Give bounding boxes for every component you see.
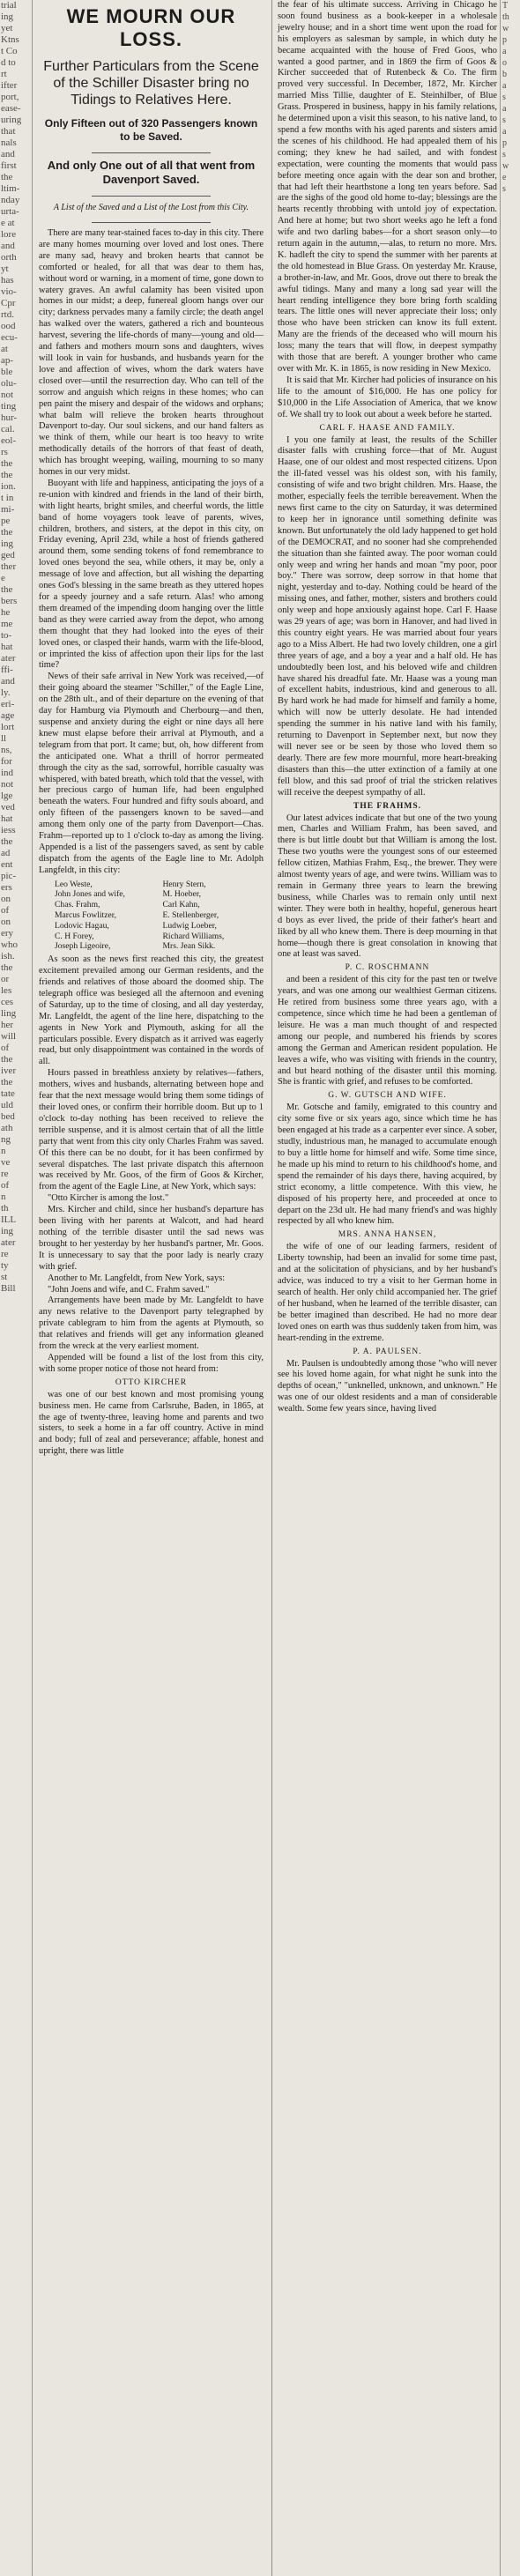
article-column-2	[271, 0, 497, 2576]
fragment-word: ffi-	[1, 664, 13, 675]
fragment-word: and	[1, 149, 15, 160]
fragment-word: ish.	[1, 951, 15, 961]
fragment-word: yet	[1, 23, 13, 33]
deck-3: And only One out of all that went from Davenport Saved.	[47, 159, 256, 186]
section-heading-otto-kircher: OTTO KIRCHER	[115, 1377, 188, 1387]
fragment-word: of	[1, 1043, 10, 1053]
fragment-word: of	[1, 905, 10, 916]
fragment-word: the	[1, 836, 13, 847]
fragment-word: Bill	[1, 1283, 16, 1294]
fragment-word: ion.	[1, 481, 16, 492]
fragment-word: rtd.	[1, 309, 14, 320]
fragment-word: tate	[1, 1088, 15, 1099]
fragment-word: ing	[1, 1226, 14, 1236]
fragment-word: re	[1, 1169, 9, 1179]
passenger-name: Richard Williams,	[162, 931, 225, 941]
fragment-word: ty	[1, 1260, 9, 1271]
fragment-word: the	[1, 1077, 13, 1088]
fragment-word: ll	[1, 733, 7, 744]
article-column-1	[39, 0, 264, 2576]
fragment-word: les	[1, 985, 12, 996]
fragment-word: ged	[1, 550, 15, 560]
fragment-word: not	[1, 779, 14, 790]
fragment-word: the	[1, 458, 13, 469]
fragment-word: a	[502, 127, 507, 137]
fragment-word: iess	[1, 825, 16, 835]
fragment-word: ng	[1, 1134, 11, 1145]
section-heading-gutsch: G. W. GUTSCH AND WIFE.	[328, 1091, 447, 1101]
fragment-word: e at	[1, 218, 15, 228]
fragment-word: pic-	[1, 871, 17, 881]
fragment-word: cal.	[1, 424, 15, 434]
passenger-name: Leo Weste,	[55, 879, 93, 889]
fragment-word: hat	[1, 642, 13, 652]
saved-passenger-list	[55, 880, 264, 953]
fragment-word: ing	[1, 11, 14, 22]
paragraph: Mr. Paulsen is undoubtedly among those "who will never see his loved home again, for what night he sunk into the depths of ocean," "unknelled, unknown, and unknown." He was one of our oldest residents and a man of considerable wealth. Some few years since, having lived	[278, 1358, 497, 1414]
passenger-name: Chas. Frahm,	[55, 900, 100, 910]
right-adjacent-column-fragment	[500, 0, 520, 2576]
section-heading-roschmann: P. C. ROSCHMANN	[345, 963, 430, 973]
fragment-word: olu-	[1, 378, 17, 389]
fragment-word: the	[1, 962, 13, 973]
fragment-word: s	[502, 150, 506, 160]
paragraph: It is said that Mr. Kircher had policies of insurance on his life to the amount of $16,000. He has one policy for $10,000 in the Life Association of America, that we know of. We shall try to look out about a week before he started.	[278, 375, 497, 419]
fragment-word: hat	[1, 813, 13, 824]
fragment-word: ly.	[1, 687, 11, 698]
fragment-word: Cpr	[1, 298, 16, 308]
fragment-word: th	[1, 1203, 9, 1214]
fragment-word: me	[1, 619, 13, 629]
fragment-word: eol-	[1, 435, 17, 446]
fragment-word: s	[502, 115, 506, 125]
divider-rule	[92, 152, 211, 153]
fragment-word: lort	[1, 722, 15, 732]
paragraph: As soon as the news first reached this city, the greatest excitement prevailed among our German residents, and the friends and relatives of those aboard the doomed ship. The telegraph office was besieged all the afternoon and evening of Saturday, up to the time of closing, and all day yesterday, Mr. Langfeldt, the agent of the line here, dispatching to the agents in New York and Plymouth, asking for all the particulars possible. Every dispatch as it arrived was eagerly read, but only disappointment was contained in the words of all.	[39, 954, 264, 1067]
fragment-word: the	[1, 1054, 13, 1065]
fragment-word: pe	[1, 516, 11, 526]
section-heading-frahms: THE FRAHMS.	[353, 801, 421, 811]
passenger-name: Henry Stern,	[162, 879, 206, 889]
fragment-word: Ktns	[1, 34, 19, 45]
fragment-word: will	[1, 1031, 17, 1042]
fragment-word: he	[1, 607, 11, 618]
fragment-word: and	[1, 241, 15, 251]
fragment-word: uring	[1, 115, 22, 125]
fragment-word: who	[1, 939, 18, 950]
passenger-name: M. Hoeber,	[162, 889, 202, 900]
fragment-word: s	[502, 93, 506, 102]
fragment-word: the	[1, 584, 13, 595]
fragment-word: ble	[1, 367, 13, 377]
fragment-word: a	[502, 104, 507, 114]
fragment-word: and	[1, 676, 15, 687]
fragment-word: ind	[1, 768, 14, 778]
fragment-word: has	[1, 275, 14, 286]
section-heading-paulsen: P. A. PAULSEN.	[353, 1347, 422, 1356]
fragment-word: orth	[1, 252, 17, 263]
fragment-word: p	[502, 35, 507, 45]
fragment-word: st	[1, 1272, 8, 1282]
fragment-word: ILL	[1, 1214, 17, 1225]
fragment-word: to-	[1, 630, 12, 641]
fragment-word: urta-	[1, 206, 19, 217]
fragment-word: lore	[1, 229, 17, 240]
fragment-word: ater	[1, 653, 16, 664]
fragment-word: a	[502, 47, 507, 56]
fragment-word: nday	[1, 195, 20, 205]
fragment-word: rs	[1, 447, 8, 457]
fragment-word: her	[1, 1020, 14, 1030]
paragraph: Mr. Gotsche and family, emigrated to this country and city some five or six years ago, since which time he has been engaged at his trade as a carpenter ever since. A sober, studly, industrious man, he managed to accumulate enough to buy a little home for himself and wife. Some time since, he made up his mind to return to his childhood's home, and spend the remainder of his days there, having acquired, by strict economy, a little competence. With this view, he disposed of his property here, and proceeded at once to depart on the 23d ult. He had many friend's and was highly respected by all who knew him.	[278, 1102, 497, 1227]
fragment-word: ifter	[1, 80, 18, 91]
divider-rule	[92, 222, 211, 223]
fragment-word: bed	[1, 1111, 15, 1122]
fragment-word: ved	[1, 802, 15, 813]
fragment-word: eri-	[1, 699, 15, 709]
fragment-word: ery	[1, 928, 14, 939]
fragment-word: iver	[1, 1065, 17, 1076]
fragment-word: that	[1, 126, 16, 137]
paragraph: Arrangements have been made by Mr. Langfeldt to have any news relative to the Davenport party telegraphed by private cablegram to him from the agents at Plymouth, so that relatives and friends will get any information gleaned from the wreck at the very earliest moment.	[39, 1295, 264, 1352]
paragraph: Appended will be found a list of the lost from this city, with some proper notice of those not heard from:	[39, 1352, 264, 1374]
passenger-name: C. H Forey,	[55, 931, 94, 941]
fragment-word: age	[1, 710, 15, 721]
passenger-name: Carl Kahn,	[162, 900, 200, 910]
fragment-word: ater	[1, 1237, 16, 1248]
fragment-word: at	[1, 344, 8, 354]
fragment-word: a	[502, 81, 507, 91]
fragment-word: ecu-	[1, 332, 18, 343]
paragraph: I you one family at least, the results of the Schiller disaster falls with crushing force—that of Mr. August Haase, one of our oldest and most respected citizens. Upon the ill-fated vessel was his oldest son, with his family, consisting of wife and two bright children. Mrs. Haase, the mother, especially feels the terrible bereavement. When the news first came to the city on Saturday, it was determined to keep her in ignorance until something definite was known. But unfortunately the old lady happened to get hold of the DEMOCRAT, and no sooner had she comprehended the situation than she fainted away. The poor woman could only weep and wring her hands and moan "my poor, poor boy." There was sorrow, deep sorrow in that home that night, yesterday and to-day. Nothing could be heard of the missing ones, and father, mother, sisters and brothers could only weep and hope anxiously against hope. Carl F. Haase was 29 years of age; was born in Hanover, and had lived in this country eight years. He was married about four years ago to a Miss Albert. He had two lovely children, one a girl three years of age, and a boy a year and a half old. He has undoubtedly been lost, and his beloved wife and children have shared his dreadful fate. Mr. Haase was a young man of excellent habits, industrious, kind and generous to all. By hard work he had made for himself and family a home, which will now be utterly desolate. He had intended spending the summer in his native land with his family, returning to Davenport in September next, but now they will never see or be seen by those who loved them so dearly. There are few more mournful, more heart-breaking disasters than this—the utter extinction of a family at one fell blow, and this sad proof of trial the stricken relatives will receive the deepest sympathy of all.	[278, 434, 497, 798]
fragment-word: ling	[1, 1008, 17, 1019]
paragraph: "Otto Kircher is among the lost."	[48, 1193, 169, 1204]
deck-1: Further Particulars from the Scene of the Schiller Disaster bring no Tidings to Relatives Here.	[43, 59, 259, 108]
fragment-word: or	[1, 974, 10, 984]
paragraph: Hours passed in breathless anxiety by relatives—fathers, mothers, wives and husbands, alternating between hope and fear that the next message would bring them some tidings of their loved ones, or confirm their horrible doom. But up to 1 o'clock to-day nothing has been received to relieve the terrible suspense, and it is almost certain that of all the little party that went from this city only Charles Frahm was saved. Of this there can be no doubt, for it has been confirmed by several dispatches. The last private dispatch this afternoon was received by Mr. Goos, of the firm of Goos & Kircher, from the agent of the Eagle Line, at New York, which says:	[39, 1068, 264, 1192]
fragment-word: ns,	[1, 745, 12, 755]
fragment-word: th	[502, 12, 509, 22]
fragment-word: ltim-	[1, 183, 20, 194]
fragment-word: trial	[1, 0, 17, 11]
fragment-word: ad	[1, 848, 11, 858]
paragraph: the fear of his ultimate success. Arriving in Chicago he soon found business as a book-keeper in a wholesale jewelry house; and in a short time went upon the road for his employers as salesman by sample, in which duty he became acquainted with the house of Fred Goos, who wanted a good partner, and in 1869 the firm of Goos & Kircher succeeded that of Rutenbeck & Co. The firm proved very successful. In December, 1872, Mr. Kircher married Miss Tillie, daughter of E. Steinhilber, of Blue Grass. Prospered in business, happy in his family relations, he determined upon a visit this season, to his native land, to spend a few months with his aged parents and sisters amid the scenes of his childhood. He had appealed them of his coming; they knew he had sailed, and with fondest expectation, were counting the moments that would pass before meeting once again with the dear son and brother, that had left their hearthstone a long ten years before. Sad are the sighs of the good old home to-day; blessings are the hearts recently throbbing with untold joy of expectation. And here at home; but two short weeks ago he left a fond wife and two darling babes—for a short season only—to return again in the autumn,—alas, to return no more. Mrs. K. hadleft the city to spend the summer with her parents at the old homestead in Blue Grass. On yesterday Mr. Krause, a brother-in-law, and Mr. Goos, drove out there to break the awful tidings. Many and many a long sad year will the heart rending intelligence they bore bring forth scalding tears. The little ones will never appreciate their loss; only those who have been stricken can know its full extent. Many are the friends of the deceased who will mourn his loss; many the tears that will flow, in deepest sympathy with those that are bereft. A younger brother who came over with Mr. K. in 1865, is now residing in New Mexico.	[278, 0, 497, 374]
fragment-word: ers	[1, 882, 12, 893]
passenger-name: Mrs. Jean Sikk.	[162, 941, 216, 952]
fragment-word: o	[502, 58, 507, 68]
fragment-word: yt	[1, 264, 9, 274]
passenger-name: E. Stellenberger,	[162, 910, 219, 921]
passenger-name: Lodovic Hagau,	[55, 920, 109, 931]
fragment-word: not	[1, 390, 14, 400]
fragment-word: the	[1, 527, 13, 538]
fragment-word: mi-	[1, 504, 15, 515]
paragraph: Another to Mr. Langfeldt, from New York, says:	[48, 1273, 226, 1283]
paragraph: and been a resident of this city for the past ten or twelve years, and was one among our wealthiest German citizens. He retired from business some three years ago, with a competence, since which time he had been a gentleman of leisure. He was a man much thought of and respected among our people, and numbered his friends by scores among the German and American resident population. He leaves a wife, who was visiting with friends in the country, and but heard nothing of the disaster until this morning. She is frantic with grief, and refuses to be comforted.	[278, 975, 497, 1088]
fragment-word: the	[1, 172, 13, 182]
headline: WE MOURN OUR LOSS.	[66, 5, 236, 50]
fragment-word: t in	[1, 493, 14, 503]
fragment-word: bers	[1, 596, 18, 606]
subdeck: A List of the Saved and a List of the Lost from this City.	[53, 203, 249, 212]
fragment-word: ve	[1, 1157, 11, 1168]
fragment-word: ther	[1, 561, 17, 572]
fragment-word: d to	[1, 57, 16, 68]
fragment-word: vio-	[1, 286, 17, 297]
fragment-word: ap-	[1, 355, 14, 366]
fragment-word: lge	[1, 791, 13, 801]
deck-2: Only Fifteen out of 320 Passengers known to be Saved.	[44, 117, 258, 143]
fragment-word: s	[502, 184, 506, 194]
fragment-word: e	[1, 573, 5, 583]
fragment-word: e	[502, 173, 507, 182]
paragraph: "John Joens and wife, and C. Frahm saved."	[48, 1284, 210, 1295]
paragraph: Our latest advices indicate that but one of the two young men, Charles and William Frahm, has been saved, and there is but little doubt but that William is among the lost. These two youths were the youngest sons of our esteemed fellow citizen, Mathias Frahm, Esq., the brewer. They were almost twenty years of age, and were twins. William was to remain in Germany three years to learn the brewing business, while Charles was to remain only until next winter. They were both in healthy, hopeful, generous heart d boys as ever lived, the pride of their father's heart and liked by all who knew them. There is deep mourning in that home—though there is great consolation in knowing that one at least was saved.	[278, 813, 497, 960]
fragment-word: w	[502, 24, 509, 33]
fragment-word: port,	[1, 92, 19, 102]
paragraph: Buoyant with life and happiness, anticipating the joys of a re-union with kindred and friends in the land of their birth, with light hearts, bright smiles, and cheerful words, the little band of home voyagers took leave of parents, wives, children, brothers, and sisters, at the depot in this city, on Friday evening, April 23d, while a host of friends gathered around them, some sending tokens of fond remembrance to loved ones beyond the sea, while others, it may be, only a message of love and affection, but all wishing the departing ones God's blessing in the same breath as they uttered hopes for a speedy journey and a safe return. Alas! who among them dreamed of the impending doom hanging over the little band as they were carried away from the depot, who among them thought that they had looked into the eyes of their loved ones, or clasped their hands, warm with the life-blood, or imprinted the kiss of affection upon their lips for the last time?	[39, 478, 264, 671]
fragment-word: ting	[1, 401, 17, 412]
passenger-name: Marcus Fowlitzer,	[55, 910, 116, 921]
fragment-word: ood	[1, 321, 16, 331]
fragment-word: t Co	[1, 46, 18, 56]
fragment-word: nals	[1, 137, 17, 148]
paragraph: There are many tear-stained faces to-day in this city. There are many homes mourning over loved and lost ones. There are many sad, heavy and broken hearts that cannot be comforted or healed, for all that was dear to them has, without word or warning, in a moment of time, gone down to watery graves. An awful calamity has been visited upon homes in our midst; a deep, funereal gloom hangs over our city; darkness pervades many a family circle; the death angel has walked over the waters, gathered a rich and bounteous harvest, severing the life-chords of many—young and old—and fathers and mothers mourn sons and daughters, wives will look in vain for husbands, and husbands yearn for the love and affection of wives, whom the dark waters have closed over—until the resurrection day. Who can tell of the sorrow and anguish which reigns in these homes; who can pen paint the misery and despair of the widows and orphans; what balm will relieve the broken hearts throughout Davenport to-day. Our soul sickens, and our hand falters as we think of them, while our heart is too heavy to write methodically details of the horrors of that feast of death, which has brought weeping, wailing, mourning to so many homes in our very midst.	[39, 228, 264, 478]
fragment-word: ces	[1, 997, 14, 1007]
fragment-word: p	[502, 138, 507, 148]
paragraph: was one of our best known and most promising young business men. He came from Carlsruhe, Baden, in 1865, at the age of twenty-three, leaving home and parents and two sisters, to seek a home in a far off country. Active in mind and body; full of zeal and perseverance; affable, honest and upright, there was little	[39, 1389, 264, 1457]
section-heading-haase-family: CARL F. HAASE AND FAMILY.	[319, 423, 456, 433]
fragment-word: w	[502, 161, 509, 171]
passenger-name: Joseph Ligeoire,	[55, 941, 111, 952]
section-heading-hansen: MRS. ANNA HANSEN,	[338, 1230, 437, 1240]
passenger-name: John Jones and wife,	[55, 889, 125, 900]
fragment-word: b	[502, 70, 507, 79]
paragraph: the wife of one of our leading farmers, resident of Liberty township, had been an invalid for some time past, and at the solicitation of physicians, and by her husband's advice, was induced to try a visit to her German home in search of health. Her only child accompanied her. The grief of her husband, when he learned of the terrible disaster, can be better imagined than described. He had no more dear loved ones on earth was thus suddenly taken from him, was heart-rending in the extreme.	[278, 1242, 497, 1343]
fragment-word: first	[1, 160, 17, 171]
fragment-word: uld	[1, 1100, 14, 1110]
divider-rule	[92, 196, 211, 197]
fragment-word: T	[502, 1, 509, 11]
fragment-word: of	[1, 1180, 10, 1191]
left-adjacent-column-fragment	[0, 0, 33, 2576]
fragment-word: re	[1, 1249, 9, 1259]
paragraph: Mrs. Kircher and child, since her husband's departure has been living with her parents at Walcott, and had heard nothing of the terrible disaster until the sad news was brought to her yesterday by her husband's partner, Mr. Goos. It is unnecessary to say that the poor lady is nearly crazy with grief.	[39, 1205, 264, 1272]
fragment-word: for	[1, 756, 12, 767]
fragment-word: ease-	[1, 103, 21, 114]
passenger-name: Ludwig Loeber,	[162, 920, 217, 931]
fragment-word: on	[1, 894, 11, 904]
fragment-word: the	[1, 470, 13, 480]
fragment-word: ing	[1, 538, 14, 549]
fragment-word: rt	[1, 69, 7, 79]
fragment-word: hur-	[1, 412, 18, 423]
fragment-word: ath	[1, 1123, 13, 1133]
fragment-word: on	[1, 917, 11, 927]
fragment-word: n	[1, 1146, 6, 1156]
fragment-word: n	[1, 1191, 6, 1202]
paragraph: News of their safe arrival in New York was received,—of their going aboard the steamer "Schiller," of the Eagle Line, on the 28th ult., and of their departure on the evening of that day for Hamburg via Plymouth and Cherbourg—and then, suspense and anxiety during the eight or nine days all here knew must elapse before their arrival at Plymouth, and a telegram from that port. It came; but, oh, how different from the anticipated one. What a thrill of horror permeated through the city as the sad, sorrowful, horrible casualty was whispered, with bated breath, which told that the vessel, with her precious cargo of human life, had been engulphed beneath the waters. Four hundred and fifty souls aboard, and only fifteen of the passengers known to be saved—and among them only one of the party from Davenport—Chas. Frahm—reported up to 1 o'clock to-day as among the living. Appended is a list of the passengers saved, as sent by cable dispatch from the agents of the Eagle line to Mr. Adolph Langfeldt, in this city:	[39, 672, 264, 875]
fragment-word: ent	[1, 859, 13, 870]
